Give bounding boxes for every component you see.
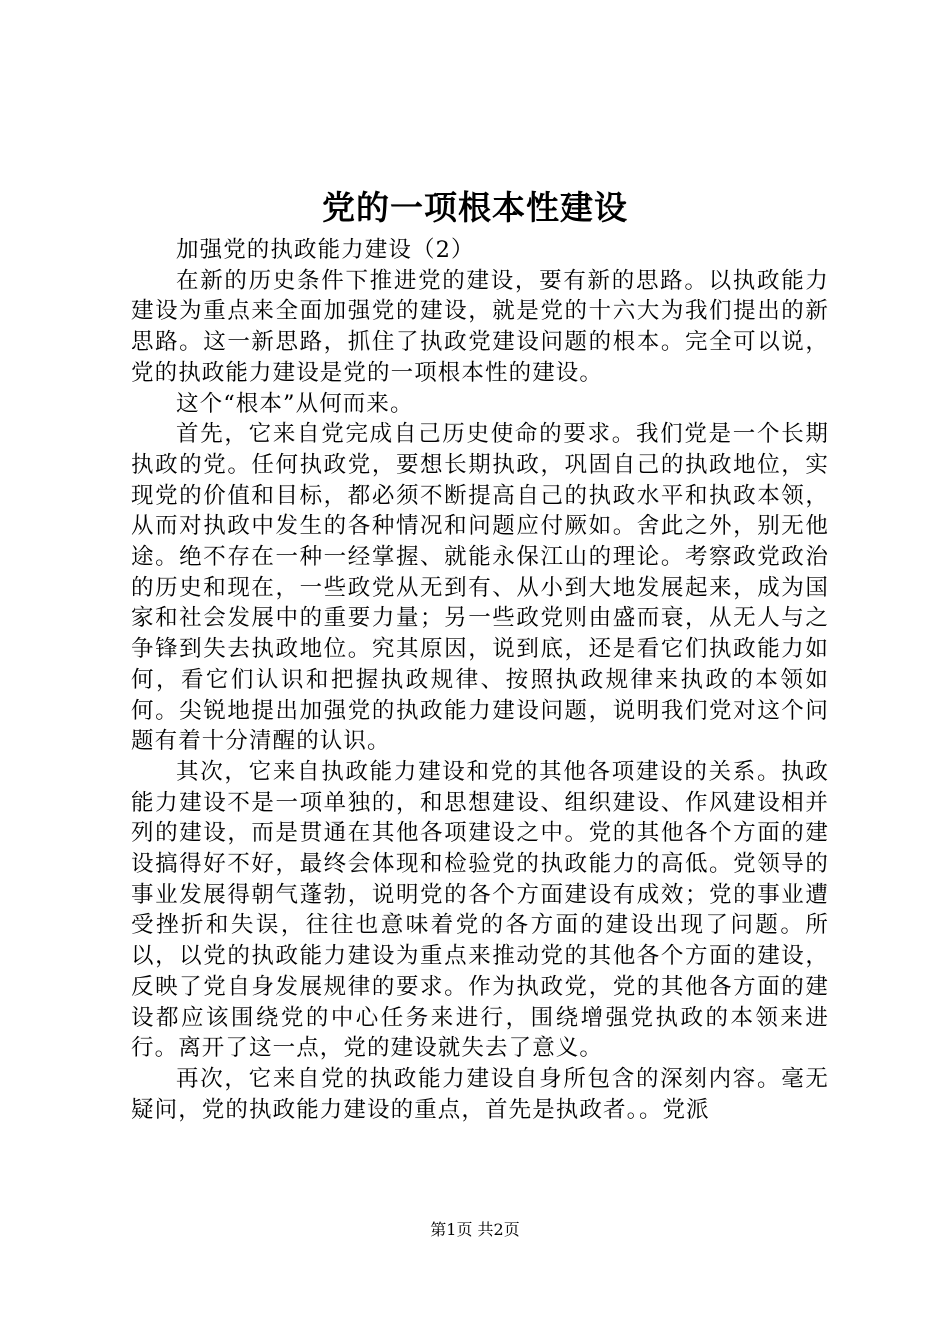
paragraph-subtitle: 加强党的执政能力建设（2） — [176, 237, 475, 263]
paragraph-intro: 在新的历史条件下推进党的建设，要有新的思路。以执政能力建设为重点来全面加强党的建设，就是党的十六大为我们提出的新思路。这一新思路，抓住了执政党建设问题的根本。完全可以说，党的执政能力建设是党的一项根本性的建设。 — [131, 267, 829, 386]
paragraph-third-reason: 再次，它来自党的执政能力建设自身所包含的深刻内容。毫无疑问，党的执政能力建设的重点，首先是执政者。。党派 — [131, 1065, 829, 1123]
document-body — [131, 235, 829, 1125]
paragraph-question: 这个“根本”从何而来。 — [176, 390, 414, 417]
page-number-footer: 第1页 共2页 — [430, 1220, 520, 1239]
document-title: 党的一项根本性建设 — [322, 188, 628, 227]
paragraph-second-reason: 其次，它来自执政能力建设和党的其他各项建设的关系。执政能力建设不是一项单独的，和思想建设、组织建设、作风建设相并列的建设，而是贯通在其他各项建设之中。党的其他各个方面的建设搞得好不好，最终会体现和检验党的执政能力的高低。党领导的事业发展得朝气蓬勃，说明党的各个方面建设有成效；党的事业遭受挫折和失误，往往也意味着党的各方面的建设出现了问题。所以，以党的执政能力建设为重点来推动党的其他各个方面的建设，反映了党自身发展规律的要求。作为执政党，党的其他各方面的建设都应该围绕党的中心任务来进行，围绕增强党执政的本领来进行。离开了这一点，党的建设就失去了意义。 — [131, 758, 829, 1062]
paragraph-first-reason: 首先，它来自党完成自己历史使命的要求。我们党是一个长期执政的党。任何执政党，要想长期执政，巩固自己的执政地位，实现党的价值和目标，都必须不断提高自己的执政水平和执政本领，从而对执政中发生的各种情况和问题应付厥如。舍此之外，别无他途。绝不存在一种一经掌握、就能永保江山的理论。考察政党政治的历史和现在，一些政党从无到有、从小到大地发展起来，成为国家和社会发展中的重要力量；另一些政党则由盛而衰，从无人与之争锋到失去执政地位。究其原因，说到底，还是看它们执政能力如何，看它们认识和把握执政规律、按照执政规律来执政的本领如何。尖锐地提出加强党的执政能力建设问题，说明我们党对这个问题有着十分清醒的认识。 — [131, 421, 829, 755]
